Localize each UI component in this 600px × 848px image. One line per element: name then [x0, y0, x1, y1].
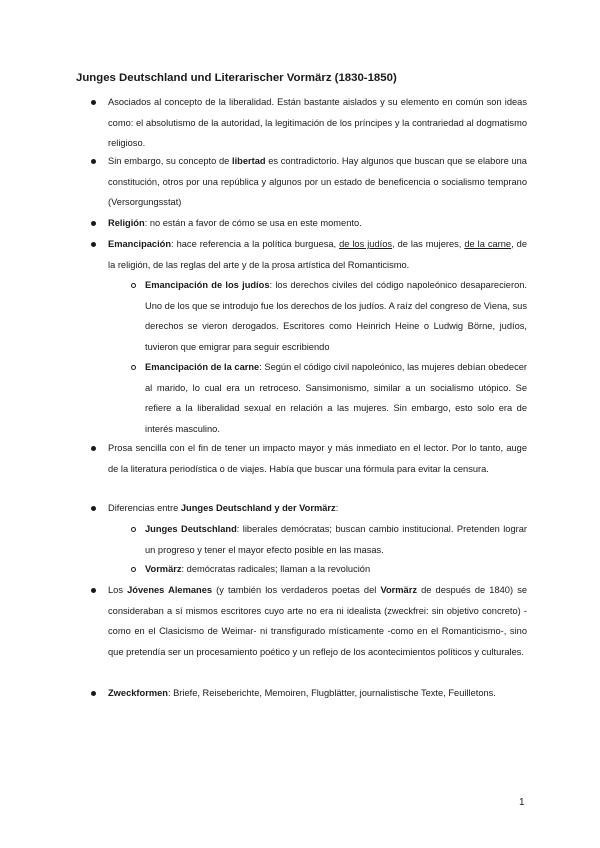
sub-list-item: Emancipación de la carne: Según el código civil napoleónico, las mujeres debían obedecer al marido, lo cual era un retroceso. Sansimonismo, similar a un socialismo utópico. Se refiere a la liberalidad sexual en relación a las mujeres. Sin embargo, esto solo era de interés masculino. — [145, 357, 527, 439]
bullet-icon — [91, 506, 96, 511]
list-item: Sin embargo, su concepto de libertad es contradictorio. Hay algunos que buscan que se elabore una constitución, otros por una república y algunos por un estado de beneficencia o socialismo temprano (Versorgungsstat) — [108, 151, 527, 213]
page-title: Junges Deutschland und Literarischer Vormärz (1830-1850) — [76, 72, 397, 84]
bullet-icon — [91, 242, 96, 247]
bullet-icon — [91, 588, 96, 593]
hollow-bullet-icon — [131, 527, 136, 532]
hollow-bullet-icon — [131, 567, 136, 572]
list-item: Religión: no están a favor de cómo se usa en este momento. — [108, 213, 527, 234]
bullet-icon — [91, 221, 96, 226]
list-item: Diferencias entre Junges Deutschland y der Vormärz: — [108, 498, 527, 519]
hollow-bullet-icon — [131, 365, 136, 370]
list-item: Asociados al concepto de la liberalidad. Están bastante aislados y su elemento en común son ideas como: el absolutismo de la autoridad, la legitimación de los príncipes y la contrariedad al dogmatismo religioso. — [108, 92, 527, 154]
bullet-icon — [91, 691, 96, 696]
list-item: Zweckformen: Briefe, Reiseberichte, Memoiren, Flugblätter, journalistische Texte, Feuilletons. — [108, 683, 527, 704]
list-item: Los Jóvenes Alemanes (y también los verdaderos poetas del Vormärz de después de 1840) se consideraban a sí mismos escritores cuyo arte no era ni idealista (zweckfrei: sin objetivo concreto) - como en el Clasicismo de Weimar- ni transfigurado místicamente -como en el Romanticismo-, sino que pretendía ser un procesamiento poético y un reflejo de los acontecimientos políticos y culturales. — [108, 580, 527, 662]
sub-list-item: Junges Deutschland: liberales demócratas; buscan cambio institucional. Pretenden lograr un progreso y tener el mayor efecto posible en las masas. — [145, 519, 527, 560]
sub-list-item: Vormärz: demócratas radicales; llaman a la revolución — [145, 559, 527, 580]
page-number: 1 — [519, 797, 525, 808]
hollow-bullet-icon — [131, 283, 136, 288]
sub-list-item: Emancipación de los judíos: los derechos civiles del código napoleónico desaparecieron. Uno de los que se introdujo fue los derechos de los judíos. A raíz del congreso de Viena, sus derechos se vieron derogados. Escritores como Heinrich Heine o Ludwig Börne, judíos, tuvieron que emigrar para seguir escribiendo — [145, 275, 527, 357]
list-item: Prosa sencilla con el fin de tener un impacto mayor y más inmediato en el lector. Por lo tanto, auge de la literatura periodística o de viajes. Había que buscar una fórmula para evitar la censura. — [108, 438, 527, 479]
bullet-icon — [91, 446, 96, 451]
list-item: Emancipación: hace referencia a la política burguesa, de los judíos, de las mujeres, de la carne, de la religión, de las reglas del arte y de la prosa artística del Romanticismo. — [108, 234, 527, 275]
bullet-icon — [91, 159, 96, 164]
bullet-icon — [91, 100, 96, 105]
